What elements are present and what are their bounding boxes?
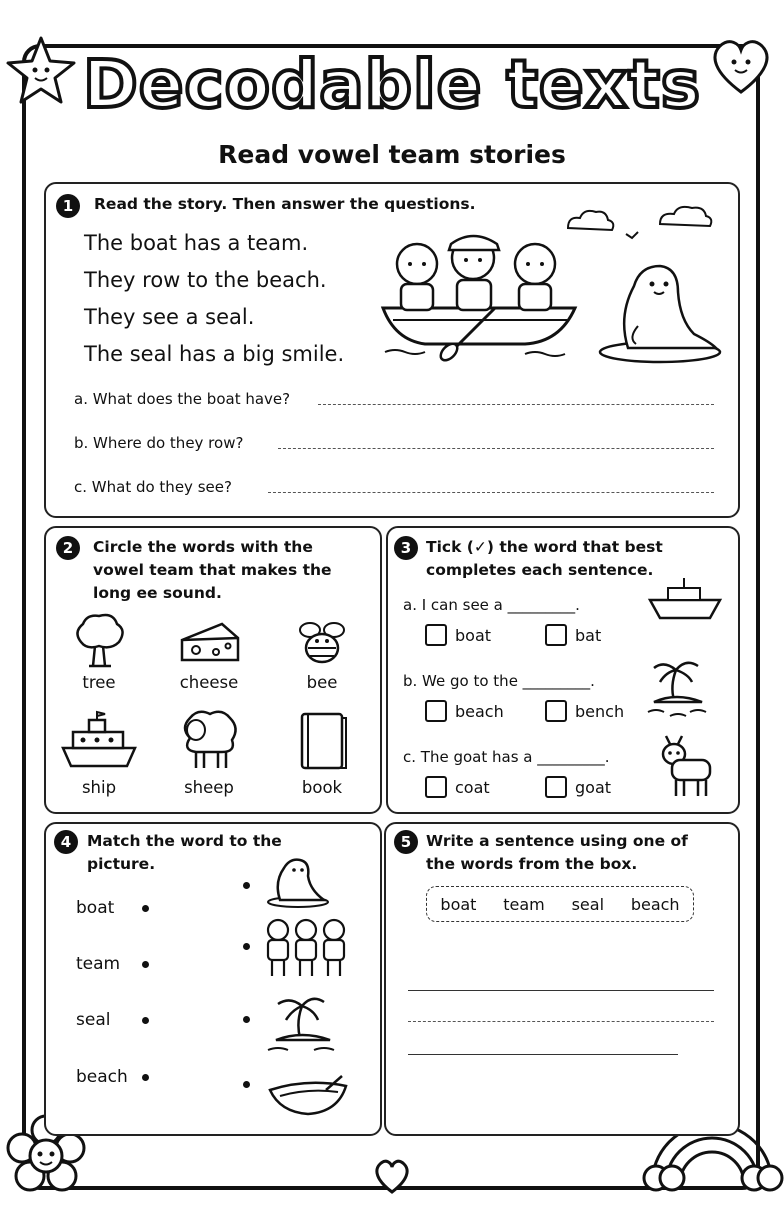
checkbox[interactable]	[545, 624, 567, 646]
word-box-item: seal	[571, 894, 605, 914]
question-a: a. What does the boat have?	[74, 390, 291, 408]
cheese-icon[interactable]	[178, 620, 242, 666]
team-picture-icon	[264, 916, 348, 978]
word-tree[interactable]: tree	[82, 673, 116, 692]
match-dot-left[interactable]	[142, 1074, 149, 1081]
word-box	[426, 886, 694, 922]
match-dot-right[interactable]	[243, 1081, 250, 1088]
goat-icon	[654, 734, 716, 800]
story-line: The seal has a big smile.	[84, 342, 345, 366]
boat-icon	[648, 576, 722, 620]
option-bat[interactable]	[545, 624, 601, 646]
story-line: They row to the beach.	[84, 268, 327, 292]
checkbox[interactable]	[425, 776, 447, 798]
book-icon[interactable]	[298, 710, 348, 770]
section3-instruction-line: Tick (✓) the word that best	[426, 538, 663, 556]
option-label: boat	[455, 625, 492, 645]
clouds-icon	[564, 204, 724, 244]
section3-instruction-line: completes each sentence.	[426, 561, 654, 579]
match-dot-left[interactable]	[142, 1017, 149, 1024]
question-c: c. What do they see?	[74, 478, 232, 496]
option-label: coat	[455, 777, 490, 797]
sentence-b: b. We go to the _________.	[403, 672, 595, 690]
section-number-5: 5	[394, 830, 418, 854]
option-goat[interactable]	[545, 776, 611, 798]
page-title: Decodable texts	[82, 46, 702, 123]
story-instruction: Read the story. Then answer the questions.	[94, 195, 476, 213]
checkbox[interactable]	[425, 700, 447, 722]
section2-instruction-line: vowel team that makes the	[93, 561, 332, 579]
sentence-a: a. I can see a _________.	[403, 596, 580, 614]
option-beach[interactable]	[425, 700, 504, 722]
option-coat[interactable]	[425, 776, 490, 798]
section-number-1: 1	[56, 194, 80, 218]
match-word-seal[interactable]: seal	[76, 1010, 111, 1030]
ship-icon[interactable]	[61, 710, 137, 770]
match-dot-right[interactable]	[243, 882, 250, 889]
word-sheep[interactable]: sheep	[184, 778, 234, 797]
heart-small-icon	[372, 1158, 412, 1194]
option-boat[interactable]	[425, 624, 491, 646]
sentence-c: c. The goat has a _________.	[403, 748, 610, 766]
word-book[interactable]: book	[301, 778, 343, 797]
answer-line-b[interactable]	[278, 448, 714, 449]
match-word-beach[interactable]: beach	[76, 1067, 128, 1087]
option-label: bench	[575, 701, 625, 721]
boat-children-illustration	[375, 230, 585, 360]
writing-line-middle[interactable]	[408, 1021, 714, 1022]
writing-line-bottom[interactable]	[408, 1054, 678, 1055]
page-subtitle: Read vowel team stories	[218, 140, 566, 169]
option-label: goat	[575, 777, 612, 797]
writing-line-top[interactable]	[408, 990, 714, 991]
match-dot-left[interactable]	[142, 961, 149, 968]
checkbox[interactable]	[425, 624, 447, 646]
match-dot-left[interactable]	[142, 905, 149, 912]
section-number-4: 4	[54, 830, 78, 854]
word-box-item: team	[503, 894, 545, 914]
story-line: The boat has a team.	[84, 231, 309, 255]
option-label: bat	[575, 625, 602, 645]
match-dot-right[interactable]	[243, 1016, 250, 1023]
seal-icon	[598, 256, 728, 366]
match-word-boat[interactable]: boat	[76, 898, 115, 918]
section4-instruction-line: picture.	[87, 855, 156, 873]
section2-instruction-line: Circle the words with the	[93, 538, 313, 556]
section5-instruction-line: Write a sentence using one of	[426, 832, 688, 850]
checkbox[interactable]	[545, 776, 567, 798]
seal-picture-icon	[266, 854, 330, 908]
match-word-team[interactable]: team	[76, 954, 121, 974]
section5-instruction-line: the words from the box.	[426, 855, 638, 873]
word-box-item: beach	[630, 894, 680, 914]
island-icon	[646, 656, 718, 720]
word-ship[interactable]: ship	[81, 778, 117, 797]
tree-icon[interactable]	[71, 612, 127, 668]
sheep-icon[interactable]	[176, 708, 242, 770]
word-bee[interactable]: bee	[306, 673, 338, 692]
word-box-item: boat	[440, 894, 477, 914]
section-number-2: 2	[56, 536, 80, 560]
option-label: beach	[455, 701, 504, 721]
question-b: b. Where do they row?	[74, 434, 244, 452]
word-cheese[interactable]: cheese	[179, 673, 239, 692]
bee-icon[interactable]	[294, 612, 350, 668]
beach-picture-icon	[266, 992, 346, 1056]
checkbox[interactable]	[545, 700, 567, 722]
match-dot-right[interactable]	[243, 943, 250, 950]
section-number-3: 3	[394, 536, 418, 560]
rowboat-picture-icon	[268, 1074, 348, 1118]
section4-instruction-line: Match the word to the	[87, 832, 282, 850]
option-bench[interactable]	[545, 700, 624, 722]
answer-line-a[interactable]	[318, 404, 714, 405]
story-line: They see a seal.	[84, 305, 255, 329]
answer-line-c[interactable]	[268, 492, 714, 493]
section2-instruction-line: long ee sound.	[93, 584, 222, 602]
